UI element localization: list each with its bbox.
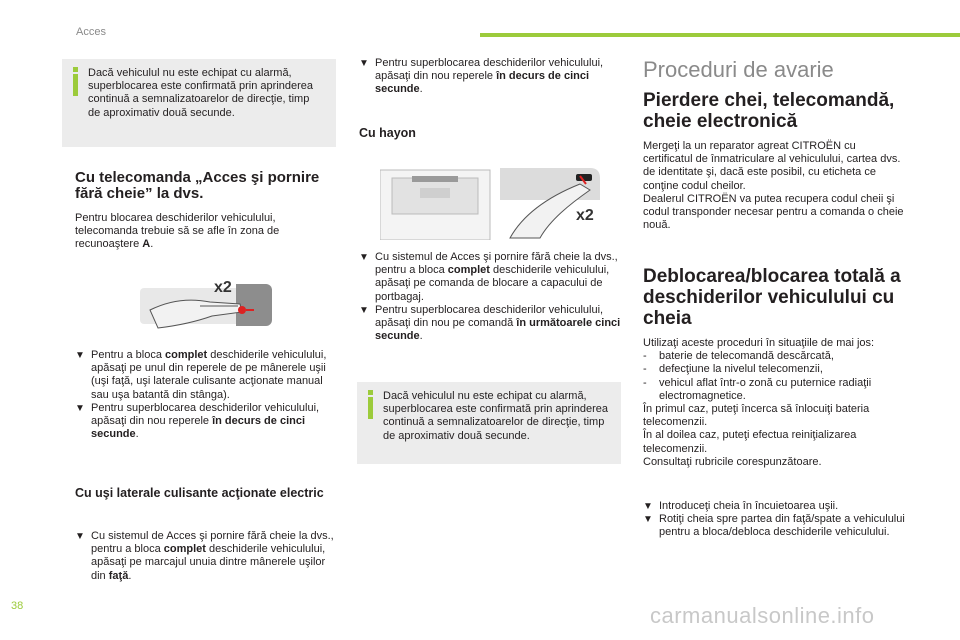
arrow-bullet-icon: ▼: [75, 531, 85, 542]
section-heading-emergency: Proceduri de avarie: [643, 57, 834, 82]
heading-lost-keys: Pierdere chei, telecomandă, cheie electronică: [643, 90, 895, 132]
heading-total-unlock: Deblocarea/blocarea totală a deschiderilor vehiculului cu cheia: [643, 266, 901, 329]
bullet-tailgate-superlock: ▼ Pentru superblocarea deschiderilor vehiculului, apăsaţi din nou pe comandă în următoarele cinci secunde.: [359, 303, 621, 343]
bullet-superlock: ▼ Pentru superblocarea deschiderilor vehiculului, apăsaţi din nou reperele în decurs de cinci secunde.: [75, 401, 320, 441]
watermark: carmanualsonline.info: [650, 603, 875, 628]
dash-item-radiation: - vehicul aflat într-o zonă cu puternice radiaţii electromagnetice.: [643, 376, 872, 402]
paragraph-procedures: Utilizaţi aceste proceduri în situaţiile de mai jos: - baterie de telecomandă descărcată, - defecţiune la nivelul telecomenzii, - vehicul aflat într-o zonă cu puternice radiaţii electromagnetice. În primul caz, puteţi încerca să înlocuiţi bateria telecomenzii. În al doilea caz, puteţi efectua reiniţializarea telecomenzii. Consultaţi rubricile corespunzătoare.: [643, 337, 905, 469]
press-twice-label: x2: [214, 279, 232, 296]
page-number: 38: [11, 600, 24, 612]
arrow-bullet-icon: ▼: [75, 350, 85, 361]
tailgate-illustration: [380, 160, 610, 240]
info-icon: [367, 390, 375, 426]
dash-item-fault: - defecţiune la nivelul telecomenzii,: [643, 363, 823, 376]
paragraph-recognition-zone: Pentru blocarea deschiderilor vehiculului, telecomanda trebuie să se afle în zona de recunoaştere A.: [75, 212, 280, 251]
header-accent-bar: [480, 33, 960, 37]
bullet-insert-key: ▼ Introduceţi cheia în încuietoarea uşii.: [643, 500, 839, 512]
info-box-alarm: [62, 59, 336, 147]
arrow-bullet-icon: ▼: [359, 58, 369, 69]
press-twice-label: x2: [576, 207, 594, 224]
bullet-front-handles: ▼ Cu sistemul de Acces şi pornire fără cheie la dvs., pentru a bloca complet deschiderile vehiculului, apăsaţi pe marcajul unuia dintre mânerele uşilor din faţă.: [75, 530, 334, 582]
heading-tailgate: Cu hayon: [359, 126, 416, 140]
heading-remote: Cu telecomanda „Acces şi pornire fără cheie” la dvs.: [75, 169, 320, 202]
dash-item-battery: - baterie de telecomandă descărcată,: [643, 350, 834, 363]
arrow-bullet-icon: ▼: [359, 252, 369, 263]
bullet-turn-key: ▼ Rotiţi cheia spre partea din faţă/spate a vehiculului pentru a bloca/debloca deschiderile vehiculului.: [643, 513, 905, 539]
heading-electric-sliding-doors: Cu uşi laterale culisante acţionate electric: [75, 486, 324, 500]
info-box-alarm-col2: [357, 382, 621, 464]
arrow-bullet-icon: ▼: [643, 514, 653, 526]
door-handle-illustration: [140, 270, 280, 340]
arrow-bullet-icon: ▼: [643, 501, 653, 512]
paragraph-dealer: Mergeţi la un reparator agreat CITROËN cu certificatul de înmatriculare al vehiculului, cartea dvs. de identitate şi, dacă este posibil, cu eticheta ce conţine codul cheilor. Dealerul CITROËN va putea recupera codul cheii şi codul transponder necesar pentru a comanda o cheie nouă.: [643, 140, 904, 232]
info-icon: [72, 67, 80, 103]
bullet-superlock-col2: ▼ Pentru superblocarea deschiderilor vehiculului, apăsaţi din nou reperele în decurs de cinci secunde.: [359, 57, 604, 96]
info-text: Dacă vehiculul nu este echipat cu alarmă, superblocarea este confirmată prin aprinderea continuă a semnalizatoarelor de direcţie, timp de aproximativ două secunde.: [383, 390, 609, 442]
section-title: Acces: [76, 26, 106, 38]
bullet-tailgate-lock: ▼ Cu sistemul de Acces şi pornire fără cheie la dvs., pentru a bloca complet deschiderile vehiculului, apăsaţi pe comanda de blocare a capacului de portbagaj.: [359, 251, 618, 303]
bullet-lock-complete: ▼ Pentru a bloca complet deschiderile vehiculului, apăsaţi pe unul din reperele de pe mânerele uşii (uşi faţă, uşi laterale culisante acţionate manual sau uşa batantă din stânga).: [75, 349, 327, 401]
arrow-bullet-icon: ▼: [75, 402, 85, 414]
arrow-bullet-icon: ▼: [359, 304, 369, 316]
info-text: Dacă vehiculul nu este echipat cu alarmă, superblocarea este confirmată prin aprinderea continuă a semnalizatoarelor de direcţie, timp de aproximativ două secunde.: [88, 67, 314, 119]
